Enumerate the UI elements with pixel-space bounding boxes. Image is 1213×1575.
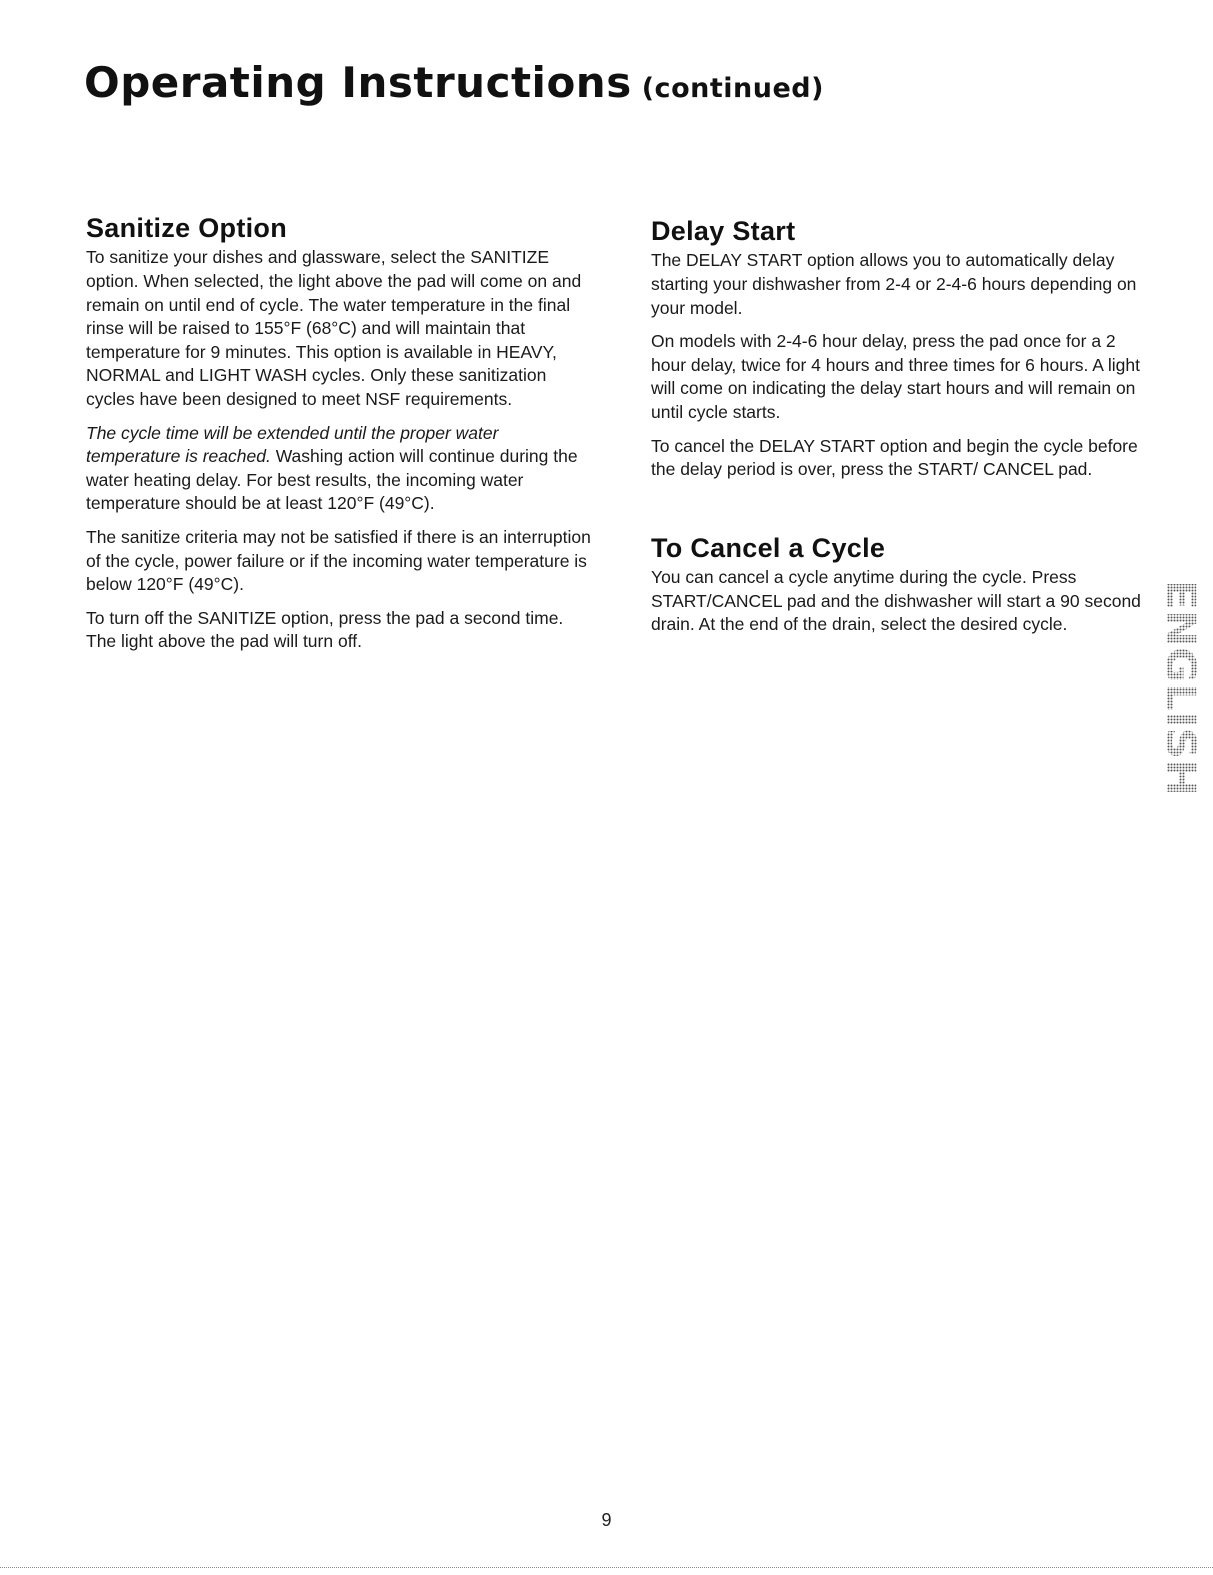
delay-start-section bbox=[651, 215, 1141, 482]
page-title-main: Operating Instructions bbox=[84, 58, 632, 107]
footer-dotted-rule bbox=[0, 1567, 1213, 1568]
language-side-tab bbox=[1131, 578, 1203, 798]
left-column bbox=[86, 212, 596, 664]
sanitize-paragraph-4: To turn off the SANITIZE option, press the pad a second time. The light above the pad will turn off. bbox=[86, 607, 564, 652]
delay-start-paragraph-1: The DELAY START option allows you to automatically delay starting your dishwasher from 2-4 or 2-4-6 hours depending on your model. bbox=[651, 250, 1137, 318]
right-column bbox=[651, 215, 1141, 647]
sanitize-paragraph-2 bbox=[86, 422, 596, 516]
delay-start-paragraph-3: To cancel the DELAY START option and begin the cycle before the delay period is over, press the START/ CANCEL pad. bbox=[651, 435, 1138, 480]
cancel-cycle-paragraph-1: You can cancel a cycle anytime during the cycle. Press START/CANCEL pad and the dishwasher will start a 90 second drain. At the end of the drain, select the desired cycle. bbox=[651, 567, 1141, 635]
sanitize-option-section bbox=[86, 212, 596, 654]
page-number: 9 bbox=[601, 1510, 612, 1530]
delay-start-heading: Delay Start bbox=[651, 216, 796, 246]
page-title bbox=[84, 58, 824, 107]
sanitize-option-heading: Sanitize Option bbox=[86, 213, 288, 243]
section-spacer bbox=[651, 492, 1141, 532]
language-side-tab-label: ENGLISH bbox=[1157, 580, 1203, 777]
page-title-suffix: (continued) bbox=[641, 73, 824, 104]
sanitize-paragraph-3: The sanitize criteria may not be satisfied if there is an interruption of the cycle, power failure or if the incoming water temperature is below 120°F (49°C). bbox=[86, 526, 591, 595]
sanitize-paragraph-2-rest: Washing action will continue during the water heating delay. For best results, the incoming water temperature should be at least 120°F (49°C). bbox=[86, 446, 578, 514]
sanitize-paragraph-1: To sanitize your dishes and glassware, select the SANITIZE option. When selected, the light above the pad will come on and remain on until end of cycle. The water temperature in the final rinse will be raised to 155°F (68°C) and will maintain that temperature for 9 minutes. This option is available in HEAVY, NORMAL and LIGHT WASH cycles. Only these sanitization cycles have been designed to meet NSF requirements. bbox=[86, 247, 582, 409]
delay-start-paragraph-2: On models with 2-4-6 hour delay, press the pad once for a 2 hour delay, twice for 4 hours and three times for 6 hours. A light will come on indicating the delay start hours and will remain on until cycle starts. bbox=[651, 331, 1140, 422]
sanitize-italic-note: The cycle time will be extended until the proper water temperature is reached. bbox=[86, 422, 499, 467]
cancel-cycle-heading: To Cancel a Cycle bbox=[651, 532, 886, 563]
cancel-cycle-section bbox=[651, 532, 1141, 637]
